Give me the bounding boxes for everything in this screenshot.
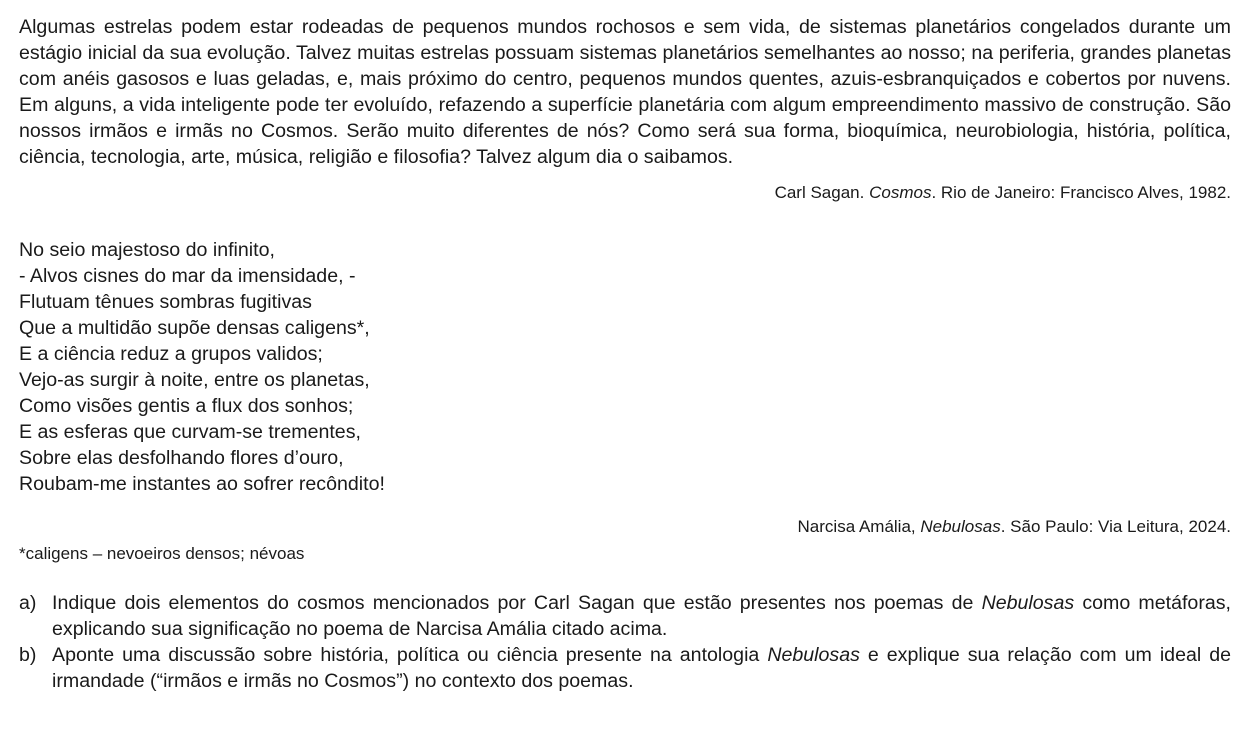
poem-line: Sobre elas desfolhando flores d’ouro, (19, 447, 344, 469)
citation-author: Narcisa Amália, (797, 517, 916, 536)
question-b (19, 642, 1231, 694)
citation-title: Cosmos (869, 183, 932, 202)
poem-line: Que a multidão supõe densas caligens*, (19, 317, 370, 339)
question-a (19, 590, 1231, 642)
citation-title: Nebulosas (920, 517, 1001, 536)
question-letter: a) (19, 592, 37, 614)
citation-author: Carl Sagan. (774, 183, 865, 202)
poem-line: No seio majestoso do infinito, (19, 239, 275, 261)
question-list (19, 590, 1231, 694)
poem-line: Como visões gentis a flux dos sonhos; (19, 395, 354, 417)
poem-line: E as esferas que curvam-se trementes, (19, 421, 361, 443)
question-text: Indique dois elementos do cosmos mencionados por Carl Sagan que estão presentes nos poemas de Nebulosas como metáforas, explicando sua significação no poema de Narcisa Amália citado acima. (52, 592, 1231, 640)
sagan-citation (19, 182, 1231, 204)
citation-rest: . Rio de Janeiro: Francisco Alves, 1982. (931, 183, 1231, 202)
poem (19, 237, 1231, 497)
amalia-citation (19, 516, 1231, 538)
footnote: *caligens – nevoeiros densos; névoas (19, 544, 305, 563)
poem-line: Vejo-as surgir à noite, entre os planetas, (19, 369, 370, 391)
citation-rest: . São Paulo: Via Leitura, 2024. (1000, 517, 1231, 536)
question-text: Aponte uma discussão sobre história, política ou ciência presente na antologia Nebulosas e explique sua relação com um ideal de irmandade (“irmãos e irmãs no Cosmos”) no contexto dos poemas. (52, 644, 1231, 692)
document-page (19, 14, 1231, 694)
sagan-excerpt: Algumas estrelas podem estar rodeadas de pequenos mundos rochosos e sem vida, de sistemas planetários congelados durante um estágio inicial da sua evolução. Talvez muitas estrelas possuam sistemas planetários semelhantes ao nosso; na periferia, grandes planetas com anéis gasosos e luas geladas, e, mais próximo do centro, pequenos mundos quentes, azuis-esbranquiçados e cobertos por nuvens. Em alguns, a vida inteligente pode ter evoluído, refazendo a superfície planetária com algum empreendimento massivo de construção. São nossos irmãos e irmãs no Cosmos. Serão muito diferentes de nós? Como será sua forma, bioquímica, neurobiologia, história, política, ciência, tecnologia, arte, música, religião e filosofia? Talvez algum dia o saibamos. (19, 16, 1231, 168)
poem-line: Flutuam tênues sombras fugitivas (19, 291, 312, 313)
poem-line: E a ciência reduz a grupos validos; (19, 343, 323, 365)
poem-line: Roubam-me instantes ao sofrer recôndito! (19, 473, 385, 495)
poem-line: - Alvos cisnes do mar da imensidade, - (19, 265, 356, 287)
question-letter: b) (19, 644, 37, 666)
